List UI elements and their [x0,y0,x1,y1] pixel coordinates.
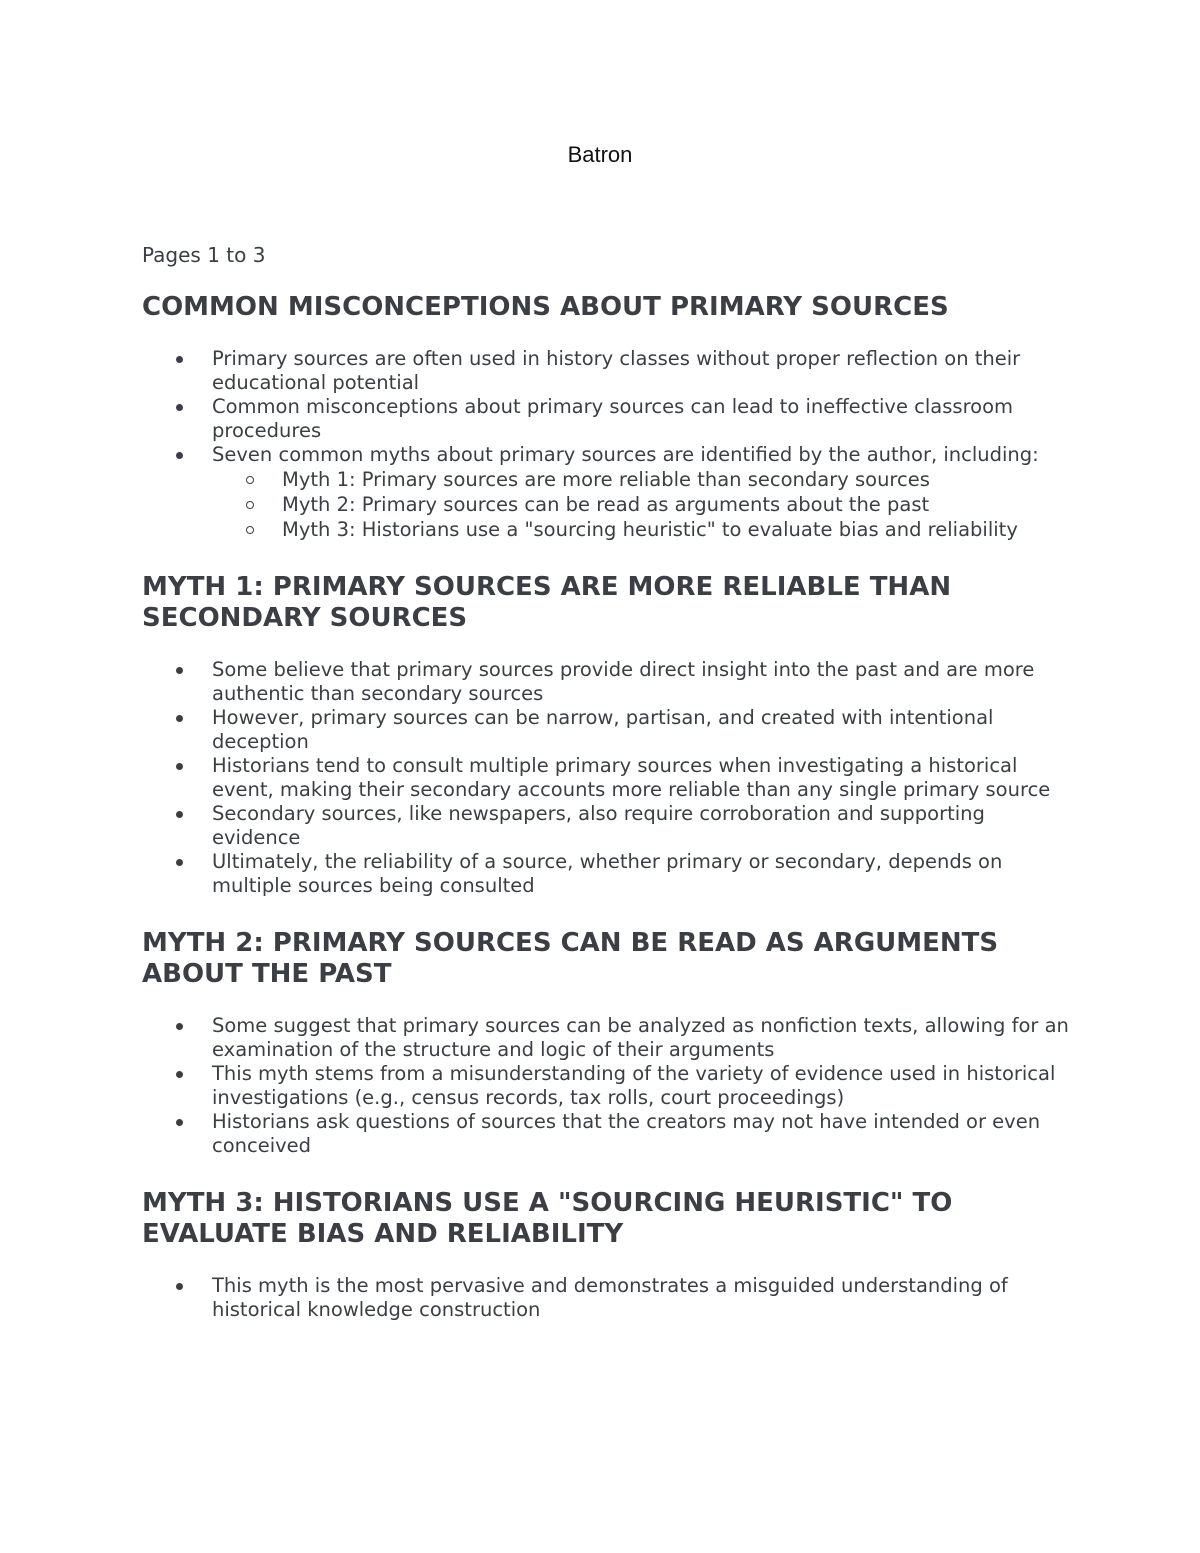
list-item [142,658,1072,706]
circle-bullet-icon [246,526,254,534]
bullet-dot-icon [176,859,183,866]
list-item-text: Ultimately, the reliability of a source, whether primary or secondary, depends on multiple sources being consulted [212,850,1003,897]
list-item-text: Common misconceptions about primary sources can lead to ineffective classroom procedures [212,395,1014,442]
list-item-text: This myth is the most pervasive and demonstrates a misguided understanding of historical knowledge construction [212,1274,1008,1321]
section-heading: COMMON MISCONCEPTIONS ABOUT PRIMARY SOURCES [142,292,949,322]
bullet-dot-icon [176,1119,183,1126]
list-item-text: Secondary sources, like newspapers, also require corroboration and supporting evidence [212,802,985,849]
list-item-text: Historians tend to consult multiple primary sources when investigating a historical event, making their secondary accounts more reliable than any single primary source [212,754,1051,801]
sub-list-item [212,492,1072,517]
list-item [142,802,1072,850]
sub-list-item-text: Myth 1: Primary sources are more reliable than secondary sources [282,468,930,491]
list-item [142,1274,1072,1322]
section-heading: MYTH 1: PRIMARY SOURCES ARE MORE RELIABLE THAN SECONDARY SOURCES [142,572,952,633]
bullet-list [142,1274,1072,1322]
bullet-dot-icon [176,715,183,722]
list-item [142,754,1072,802]
list-item [142,706,1072,754]
bullet-dot-icon [176,1283,183,1290]
list-item [142,395,1072,443]
bullet-dot-icon [176,1071,183,1078]
bullet-list [142,658,1072,898]
section-myth-3 [142,1188,1072,1322]
section-heading: MYTH 2: PRIMARY SOURCES CAN BE READ AS ARGUMENTS ABOUT THE PAST [142,928,999,989]
list-item-text: Some suggest that primary sources can be analyzed as nonfiction texts, allowing for an examination of the structure and logic of their arguments [212,1014,1069,1061]
list-item [142,850,1072,898]
section-myth-1 [142,572,1072,898]
circle-bullet-icon [246,476,254,484]
bullet-dot-icon [176,763,183,770]
sub-list-item [212,467,1072,492]
bullet-dot-icon [176,811,183,818]
bullet-dot-icon [176,667,183,674]
list-item [142,1014,1072,1062]
bullet-list [142,347,1072,542]
bullet-dot-icon [176,356,183,363]
list-item-text: Historians ask questions of sources that the creators may not have intended or even conceived [212,1110,1041,1157]
sub-bullet-list [142,467,1072,542]
list-item [142,1062,1072,1110]
pages-range: Pages 1 to 3 [142,243,266,267]
section-heading: MYTH 3: HISTORIANS USE A "SOURCING HEURISTIC" TO EVALUATE BIAS AND RELIABILITY [142,1188,953,1249]
document-header-title: Batron [567,142,633,167]
list-item [142,443,1072,542]
sub-list-item-text: Myth 2: Primary sources can be read as arguments about the past [282,493,930,516]
list-item-text: However, primary sources can be narrow, partisan, and created with intentional deception [212,706,994,753]
sub-list-item-text: Myth 3: Historians use a "sourcing heuristic" to evaluate bias and reliability [282,518,1018,541]
bullet-dot-icon [176,404,183,411]
bullet-dot-icon [176,452,183,459]
list-item-text: Primary sources are often used in history classes without proper reflection on their educational potential [212,347,1021,394]
list-item [142,347,1072,395]
section-myth-2 [142,928,1072,1158]
circle-bullet-icon [246,501,254,509]
list-item-text: Seven common myths about primary sources are identified by the author, including: [212,443,1039,466]
list-item-text: Some believe that primary sources provide direct insight into the past and are more authentic than secondary sources [212,658,1035,705]
section-common-misconceptions [142,292,1072,542]
sub-list-item [212,517,1072,542]
document-content [142,240,1072,1352]
list-item-text: This myth stems from a misunderstanding of the variety of evidence used in historical investigations (e.g., census records, tax rolls, court proceedings) [212,1062,1056,1109]
list-item [142,1110,1072,1158]
bullet-list [142,1014,1072,1158]
bullet-dot-icon [176,1023,183,1030]
